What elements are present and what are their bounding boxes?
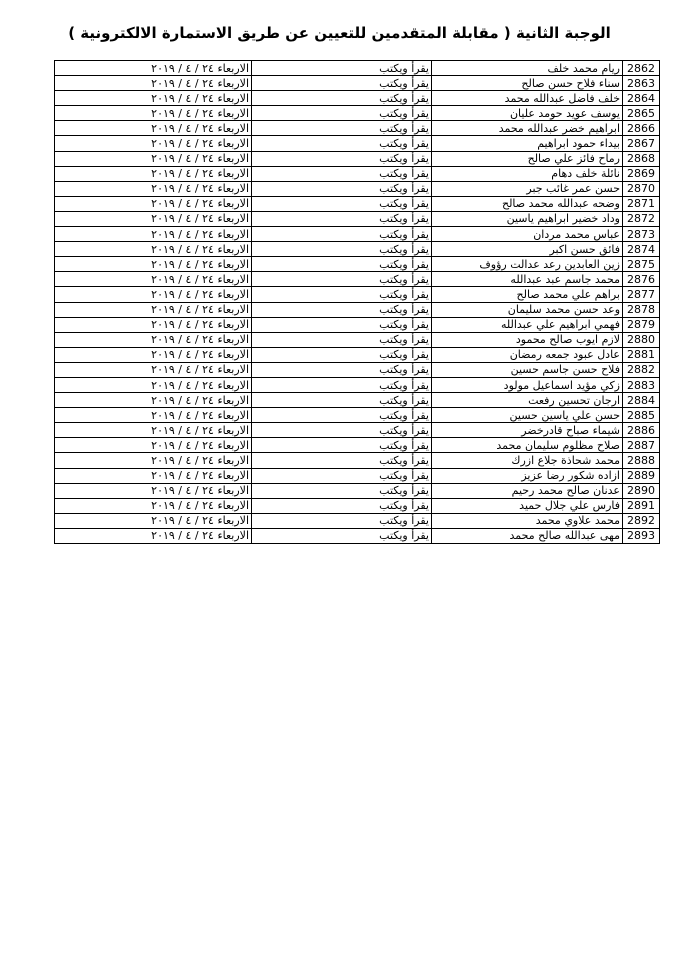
literacy-status-cell: يقرأ ويكتب <box>252 408 432 423</box>
table-row <box>55 438 660 453</box>
interview-date-cell: الاربعاء ٢٤ / ٤ / ٢٠١٩ <box>55 498 252 513</box>
applicant-name-cell: ازاده شكور رضا عزيز <box>432 468 623 483</box>
interview-date-cell: الاربعاء ٢٤ / ٤ / ٢٠١٩ <box>55 257 252 272</box>
applicant-number-cell: 2869 <box>623 166 660 181</box>
interview-date-cell: الاربعاء ٢٤ / ٤ / ٢٠١٩ <box>55 91 252 106</box>
interview-date-cell: الاربعاء ٢٤ / ٤ / ٢٠١٩ <box>55 211 252 226</box>
applicant-number-cell: 2885 <box>623 408 660 423</box>
applicant-number-cell: 2888 <box>623 453 660 468</box>
table-row <box>55 362 660 377</box>
applicant-name-cell: يوسف عويد حومد عليان <box>432 106 623 121</box>
table-row <box>55 257 660 272</box>
literacy-status-cell: يقرأ ويكتب <box>252 393 432 408</box>
literacy-status-cell: يقرأ ويكتب <box>252 377 432 392</box>
applicant-name-cell: محمد جاسم عبد عبدالله <box>432 272 623 287</box>
literacy-status-cell: يقرأ ويكتب <box>252 513 432 528</box>
applicant-name-cell: فارس علي جلال حميد <box>432 498 623 513</box>
applicant-name-cell: فلاح حسن جاسم حسين <box>432 362 623 377</box>
applicant-number-cell: 2882 <box>623 362 660 377</box>
interview-date-cell: الاربعاء ٢٤ / ٤ / ٢٠١٩ <box>55 302 252 317</box>
table-row <box>55 393 660 408</box>
applicant-name-cell: زكي مؤيد اسماعيل مولود <box>432 377 623 392</box>
table-row <box>55 106 660 121</box>
literacy-status-cell: يقرأ ويكتب <box>252 423 432 438</box>
applicant-number-cell: 2866 <box>623 121 660 136</box>
applicant-name-cell: لازم ايوب صالح محمود <box>432 332 623 347</box>
literacy-status-cell: يقرأ ويكتب <box>252 181 432 196</box>
interview-date-cell: الاربعاء ٢٤ / ٤ / ٢٠١٩ <box>55 242 252 257</box>
applicant-number-cell: 2887 <box>623 438 660 453</box>
table-row <box>55 272 660 287</box>
literacy-status-cell: يقرأ ويكتب <box>252 468 432 483</box>
interview-date-cell: الاربعاء ٢٤ / ٤ / ٢٠١٩ <box>55 438 252 453</box>
applicant-number-cell: 2872 <box>623 211 660 226</box>
table-row <box>55 498 660 513</box>
table-row <box>55 91 660 106</box>
interview-date-cell: الاربعاء ٢٤ / ٤ / ٢٠١٩ <box>55 227 252 242</box>
table-row <box>55 211 660 226</box>
interview-date-cell: الاربعاء ٢٤ / ٤ / ٢٠١٩ <box>55 483 252 498</box>
applicant-number-cell: 2862 <box>623 61 660 76</box>
applicant-name-cell: عباس محمد مردان <box>432 227 623 242</box>
literacy-status-cell: يقرأ ويكتب <box>252 242 432 257</box>
applicant-name-cell: نائلة خلف دهام <box>432 166 623 181</box>
literacy-status-cell: يقرأ ويكتب <box>252 91 432 106</box>
applicant-name-cell: ابراهيم خضر عبدالله محمد <box>432 121 623 136</box>
applicant-number-cell: 2871 <box>623 196 660 211</box>
applicant-number-cell: 2883 <box>623 377 660 392</box>
literacy-status-cell: يقرأ ويكتب <box>252 136 432 151</box>
interview-date-cell: الاربعاء ٢٤ / ٤ / ٢٠١٩ <box>55 61 252 76</box>
interview-date-cell: الاربعاء ٢٤ / ٤ / ٢٠١٩ <box>55 377 252 392</box>
literacy-status-cell: يقرأ ويكتب <box>252 227 432 242</box>
table-row <box>55 121 660 136</box>
table-row <box>55 377 660 392</box>
literacy-status-cell: يقرأ ويكتب <box>252 332 432 347</box>
applicant-name-cell: فائق حسن اكبر <box>432 242 623 257</box>
applicant-name-cell: وضحه عبدالله محمد صالح <box>432 196 623 211</box>
literacy-status-cell: يقرأ ويكتب <box>252 166 432 181</box>
literacy-status-cell: يقرأ ويكتب <box>252 453 432 468</box>
literacy-status-cell: يقرأ ويكتب <box>252 287 432 302</box>
table-row <box>55 181 660 196</box>
interview-date-cell: الاربعاء ٢٤ / ٤ / ٢٠١٩ <box>55 272 252 287</box>
applicant-number-cell: 2864 <box>623 91 660 106</box>
literacy-status-cell: يقرأ ويكتب <box>252 76 432 91</box>
interview-date-cell: الاربعاء ٢٤ / ٤ / ٢٠١٩ <box>55 513 252 528</box>
literacy-status-cell: يقرأ ويكتب <box>252 257 432 272</box>
applicant-number-cell: 2870 <box>623 181 660 196</box>
table-row <box>55 242 660 257</box>
literacy-status-cell: يقرأ ويكتب <box>252 121 432 136</box>
applicant-number-cell: 2868 <box>623 151 660 166</box>
interview-date-cell: الاربعاء ٢٤ / ٤ / ٢٠١٩ <box>55 362 252 377</box>
applicant-number-cell: 2886 <box>623 423 660 438</box>
applicant-name-cell: مهى عبدالله صالح محمد <box>432 528 623 543</box>
table-row <box>55 317 660 332</box>
interview-date-cell: الاربعاء ٢٤ / ٤ / ٢٠١٩ <box>55 393 252 408</box>
table-row <box>55 332 660 347</box>
page-title: الوجبة الثانية ( مقابلة المتقدمين للتعيين عن طريق الاستمارة الالكترونية ) <box>68 24 611 42</box>
table-row <box>55 166 660 181</box>
interview-date-cell: الاربعاء ٢٤ / ٤ / ٢٠١٩ <box>55 347 252 362</box>
applicant-number-cell: 2875 <box>623 257 660 272</box>
table-row <box>55 513 660 528</box>
applicants-table <box>54 60 660 544</box>
interview-date-cell: الاربعاء ٢٤ / ٤ / ٢٠١٩ <box>55 287 252 302</box>
interview-date-cell: الاربعاء ٢٤ / ٤ / ٢٠١٩ <box>55 181 252 196</box>
applicant-name-cell: خلف فاضل عبدالله محمد <box>432 91 623 106</box>
table-row <box>55 453 660 468</box>
applicant-number-cell: 2876 <box>623 272 660 287</box>
interview-date-cell: الاربعاء ٢٤ / ٤ / ٢٠١٩ <box>55 196 252 211</box>
applicant-number-cell: 2863 <box>623 76 660 91</box>
interview-date-cell: الاربعاء ٢٤ / ٤ / ٢٠١٩ <box>55 468 252 483</box>
applicant-number-cell: 2867 <box>623 136 660 151</box>
literacy-status-cell: يقرأ ويكتب <box>252 106 432 121</box>
applicants-table-body <box>55 61 660 544</box>
table-row <box>55 287 660 302</box>
table-row <box>55 483 660 498</box>
applicant-number-cell: 2893 <box>623 528 660 543</box>
applicant-name-cell: عادل عبود جمعه رمضان <box>432 347 623 362</box>
literacy-status-cell: يقرأ ويكتب <box>252 196 432 211</box>
interview-date-cell: الاربعاء ٢٤ / ٤ / ٢٠١٩ <box>55 136 252 151</box>
interview-date-cell: الاربعاء ٢٤ / ٤ / ٢٠١٩ <box>55 166 252 181</box>
interview-date-cell: الاربعاء ٢٤ / ٤ / ٢٠١٩ <box>55 453 252 468</box>
interview-date-cell: الاربعاء ٢٤ / ٤ / ٢٠١٩ <box>55 408 252 423</box>
applicant-name-cell: حسن علي ياسين حسين <box>432 408 623 423</box>
applicant-number-cell: 2889 <box>623 468 660 483</box>
applicant-name-cell: براهم علي محمد صالح <box>432 287 623 302</box>
applicant-number-cell: 2865 <box>623 106 660 121</box>
literacy-status-cell: يقرأ ويكتب <box>252 498 432 513</box>
applicant-name-cell: ريام محمد خلف <box>432 61 623 76</box>
applicant-number-cell: 2890 <box>623 483 660 498</box>
interview-date-cell: الاربعاء ٢٤ / ٤ / ٢٠١٩ <box>55 121 252 136</box>
applicant-name-cell: عدنان صالح محمد رحيم <box>432 483 623 498</box>
literacy-status-cell: يقرأ ويكتب <box>252 438 432 453</box>
applicant-number-cell: 2878 <box>623 302 660 317</box>
applicant-name-cell: شيماء صباح قادرخضر <box>432 423 623 438</box>
applicant-name-cell: سناء فلاح حسن صالح <box>432 76 623 91</box>
applicant-name-cell: ارجان تحسين رفعت <box>432 393 623 408</box>
applicant-number-cell: 2879 <box>623 317 660 332</box>
applicant-name-cell: زين العابدين رعد عدالت رؤوف <box>432 257 623 272</box>
applicant-name-cell: فهمي ابراهيم علي عبدالله <box>432 317 623 332</box>
applicant-number-cell: 2891 <box>623 498 660 513</box>
table-row <box>55 423 660 438</box>
table-row <box>55 227 660 242</box>
interview-date-cell: الاربعاء ٢٤ / ٤ / ٢٠١٩ <box>55 151 252 166</box>
table-row <box>55 347 660 362</box>
table-row <box>55 61 660 76</box>
literacy-status-cell: يقرأ ويكتب <box>252 483 432 498</box>
interview-date-cell: الاربعاء ٢٤ / ٤ / ٢٠١٩ <box>55 106 252 121</box>
literacy-status-cell: يقرأ ويكتب <box>252 61 432 76</box>
table-row <box>55 196 660 211</box>
table-row <box>55 408 660 423</box>
table-row <box>55 151 660 166</box>
applicant-name-cell: حسن عمر غائب جبر <box>432 181 623 196</box>
applicant-number-cell: 2874 <box>623 242 660 257</box>
table-row <box>55 528 660 543</box>
applicant-name-cell: محمد علاوي محمد <box>432 513 623 528</box>
applicant-number-cell: 2892 <box>623 513 660 528</box>
literacy-status-cell: يقرأ ويكتب <box>252 317 432 332</box>
interview-date-cell: الاربعاء ٢٤ / ٤ / ٢٠١٩ <box>55 332 252 347</box>
interview-date-cell: الاربعاء ٢٤ / ٤ / ٢٠١٩ <box>55 528 252 543</box>
applicant-number-cell: 2880 <box>623 332 660 347</box>
applicant-number-cell: 2884 <box>623 393 660 408</box>
literacy-status-cell: يقرأ ويكتب <box>252 528 432 543</box>
table-row <box>55 468 660 483</box>
literacy-status-cell: يقرأ ويكتب <box>252 362 432 377</box>
applicant-number-cell: 2877 <box>623 287 660 302</box>
table-row <box>55 76 660 91</box>
table-row <box>55 136 660 151</box>
literacy-status-cell: يقرأ ويكتب <box>252 347 432 362</box>
applicant-name-cell: وداد خضير ابراهيم ياسين <box>432 211 623 226</box>
applicant-name-cell: محمد شحاذة جلاع ازرك <box>432 453 623 468</box>
interview-date-cell: الاربعاء ٢٤ / ٤ / ٢٠١٩ <box>55 423 252 438</box>
applicant-name-cell: صلاح مظلوم سليمان محمد <box>432 438 623 453</box>
applicant-name-cell: رماح فائز علي صالح <box>432 151 623 166</box>
interview-date-cell: الاربعاء ٢٤ / ٤ / ٢٠١٩ <box>55 317 252 332</box>
literacy-status-cell: يقرأ ويكتب <box>252 211 432 226</box>
literacy-status-cell: يقرأ ويكتب <box>252 302 432 317</box>
literacy-status-cell: يقرأ ويكتب <box>252 151 432 166</box>
interview-date-cell: الاربعاء ٢٤ / ٤ / ٢٠١٩ <box>55 76 252 91</box>
table-row <box>55 302 660 317</box>
literacy-status-cell: يقرأ ويكتب <box>252 272 432 287</box>
applicant-name-cell: وعد حسن محمد سليمان <box>432 302 623 317</box>
applicant-number-cell: 2881 <box>623 347 660 362</box>
applicant-number-cell: 2873 <box>623 227 660 242</box>
applicant-name-cell: بيداء حمود ابراهيم <box>432 136 623 151</box>
